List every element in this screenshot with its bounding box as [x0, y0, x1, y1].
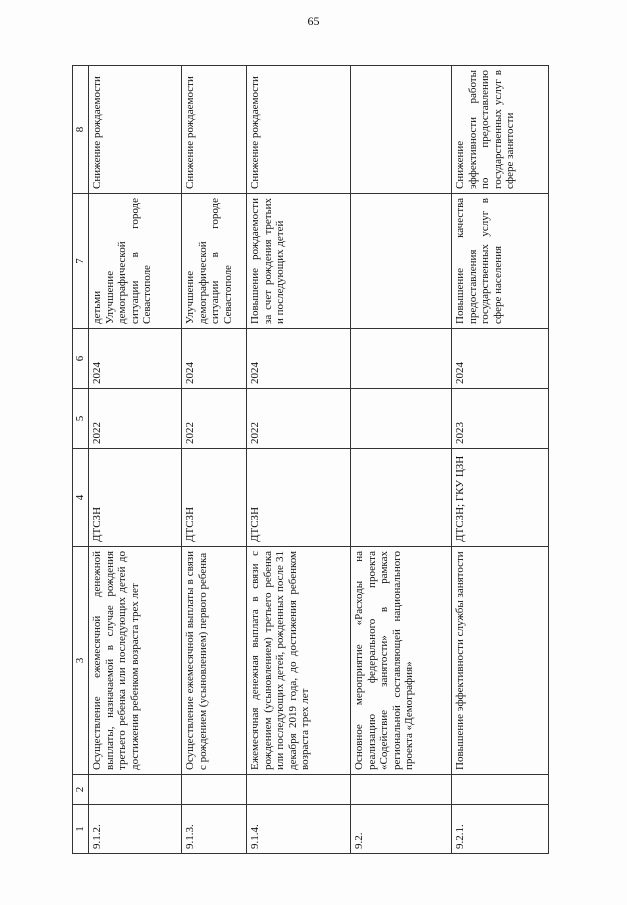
header-cell-7: 7: [73, 194, 89, 329]
executor: ДТСЗН; ГКУ ЦЗН: [452, 449, 549, 547]
consequence: Снижение рождаемости: [182, 66, 247, 194]
rotated-table-wrapper: [72, 66, 547, 854]
header-row: [73, 66, 89, 854]
header-cell-4: 4: [73, 449, 89, 547]
result-text: Улучшение демографической ситуации в городе Севастополе: [103, 198, 153, 324]
measure-text: Повышение эффективности службы занятости: [452, 547, 549, 775]
row-col2: [247, 775, 351, 805]
result-prefix: детьми: [91, 290, 103, 324]
row-number: 9.1.4.: [247, 805, 351, 854]
table-row: [89, 66, 182, 854]
consequence: [351, 66, 452, 194]
start-year: 2022: [247, 389, 351, 449]
table-row: [182, 66, 247, 854]
row-col2: [182, 775, 247, 805]
executor: [351, 449, 452, 547]
end-year: 2024: [452, 329, 549, 389]
end-year: 2024: [89, 329, 182, 389]
expected-result: Повышение качества предоставления государственных услуг в сфере населения: [452, 194, 549, 329]
end-year: 2024: [182, 329, 247, 389]
start-year: 2022: [182, 389, 247, 449]
header-cell-1: 1: [73, 805, 89, 854]
executor: ДТСЗН: [89, 449, 182, 547]
row-number: 9.2.1.: [452, 805, 549, 854]
header-cell-6: 6: [73, 329, 89, 389]
measure-text: Ежемесячная денежная выплата в связи с рождением (усыновлением) третьего ребенка или последующих детей, рожденных после 31 декабря 2019 года, до достижения ребенком возраста трех лет: [247, 547, 351, 775]
executor: ДТСЗН: [247, 449, 351, 547]
end-year: 2024: [247, 329, 351, 389]
measures-table: [72, 65, 549, 854]
row-number: 9.1.3.: [182, 805, 247, 854]
page-number: 65: [307, 14, 320, 28]
header-cell-5: 5: [73, 389, 89, 449]
expected-result: [89, 194, 182, 329]
row-number: 9.2.: [351, 805, 452, 854]
measure-text: Осуществление ежемесячной выплаты в связи с рождением (усыновлением) первого ребенка: [182, 547, 247, 775]
table-row: [452, 66, 549, 854]
header-cell-3: 3: [73, 547, 89, 775]
consequence: Снижение рождаемости: [247, 66, 351, 194]
row-col2: [452, 775, 549, 805]
consequence: Снижение эффективности работы по предоставлению государственных услуг в сфере занятости: [452, 66, 549, 194]
header-cell-2: 2: [73, 775, 89, 805]
expected-result: [351, 194, 452, 329]
start-year: [351, 389, 452, 449]
consequence: Снижение рождаемости: [89, 66, 182, 194]
executor: ДТСЗН: [182, 449, 247, 547]
expected-result: Повышение рождаемости за счет рождения третьих и последующих детей: [247, 194, 351, 329]
start-year: 2023: [452, 389, 549, 449]
row-col2: [351, 775, 452, 805]
expected-result: Улучшение демографической ситуации в городе Севастополе: [182, 194, 247, 329]
measure-text: Основное мероприятие «Расходы на реализацию федерального проекта «Содействие занятости» в рамках региональной составляющей национального проекта «Демография»: [351, 547, 452, 775]
row-number: 9.1.2.: [89, 805, 182, 854]
header-cell-8: 8: [73, 66, 89, 194]
end-year: [351, 329, 452, 389]
table-row: [247, 66, 351, 854]
start-year: 2022: [89, 389, 182, 449]
row-col2: [89, 775, 182, 805]
measure-text: Осуществление ежемесячной денежной выплаты, назначаемой в случае рождения третьего ребенка или последующих детей до достижения ребенком возраста трех лет: [89, 547, 182, 775]
table-row: [351, 66, 452, 854]
